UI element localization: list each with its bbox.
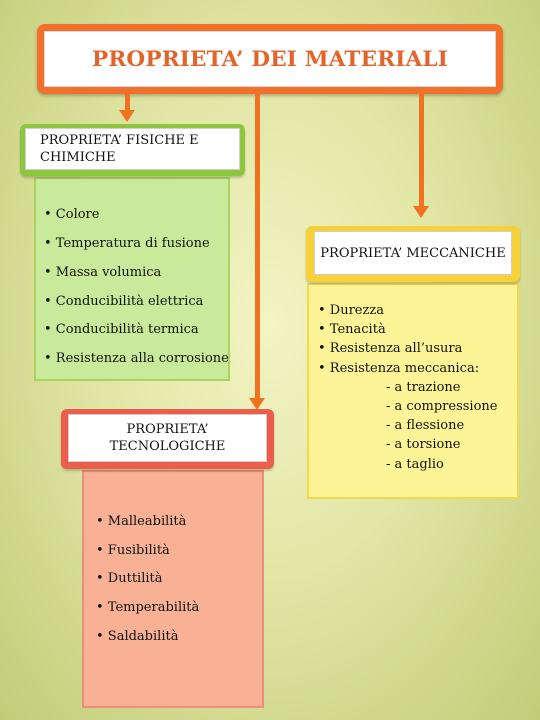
fisiche-item-temperatura: • Temperatura di fusione bbox=[44, 236, 210, 251]
meccaniche-subitem-taglio: - a taglio bbox=[386, 456, 444, 472]
arrow-to-meccaniche-head bbox=[413, 206, 429, 218]
tecnologiche-item-saldabilita: • Saldabilità bbox=[96, 629, 179, 644]
meccaniche-subitem-torsione: - a torsione bbox=[386, 437, 461, 453]
tecnologiche-body bbox=[82, 470, 264, 708]
meccaniche-subitem-trazione: - a trazione bbox=[386, 379, 461, 395]
meccaniche-item-resistenza-meccanica: • Resistenza meccanica: bbox=[318, 360, 480, 376]
fisiche-item-cond-termica: • Conducibilità termica bbox=[44, 322, 199, 337]
meccaniche-list bbox=[318, 301, 497, 474]
tecnologiche-item-malleabilita: • Malleabilità bbox=[96, 514, 187, 529]
meccaniche-item-durezza: • Durezza bbox=[318, 303, 384, 318]
fisiche-header: PROPRIETA’ FISICHE E CHIMICHE bbox=[25, 128, 240, 170]
meccaniche-subitem-flessione: - a flessione bbox=[386, 418, 465, 434]
meccaniche-header-box bbox=[306, 226, 520, 282]
meccaniche-subitem-compressione: - a compressione bbox=[386, 399, 498, 415]
arrow-to-tecnologiche-line bbox=[255, 94, 260, 399]
fisiche-header-box bbox=[20, 124, 245, 176]
meccaniche-item-usura: • Resistenza all’usura bbox=[318, 341, 463, 357]
diagram-title: PROPRIETA’ DEI MATERIALI bbox=[44, 31, 496, 87]
fisiche-item-colore: • Colore bbox=[44, 207, 100, 222]
title-box bbox=[37, 24, 503, 94]
tecnologiche-header-box bbox=[61, 409, 274, 469]
fisiche-item-corrosione: • Resistenza alla corrosione bbox=[44, 351, 229, 366]
meccaniche-header: PROPRIETA’ MECCANICHE bbox=[314, 231, 512, 275]
tecnologiche-item-temperabilita: • Temperabilità bbox=[96, 600, 200, 615]
arrow-to-fisiche-head bbox=[119, 110, 135, 122]
arrow-to-meccaniche-line bbox=[419, 94, 424, 208]
tecnologiche-header: PROPRIETA’ TECNOLOGICHE bbox=[68, 414, 267, 462]
tecnologiche-item-fusibilita: • Fusibilità bbox=[96, 543, 170, 558]
meccaniche-item-tenacita: • Tenacità bbox=[318, 322, 386, 338]
tecnologiche-item-duttilita: • Duttilità bbox=[96, 571, 163, 586]
fisiche-item-cond-elettrica: • Conducibilità elettrica bbox=[44, 294, 204, 309]
fisiche-item-massa: • Massa volumica bbox=[44, 265, 162, 280]
